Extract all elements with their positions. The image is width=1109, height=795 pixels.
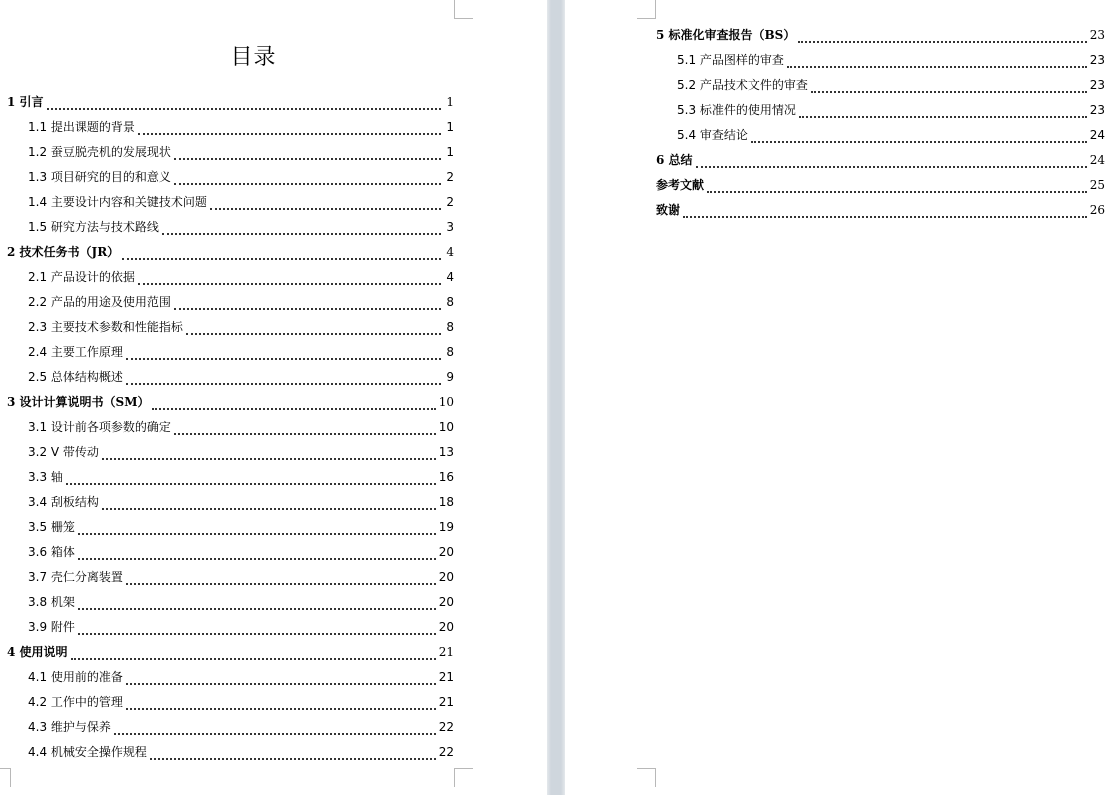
- toc-entry-text: 3.1 设计前各项参数的确定: [28, 420, 171, 434]
- toc-dot-leader: [138, 273, 441, 285]
- toc-dot-leader: [126, 698, 436, 710]
- toc-dot-leader: [174, 148, 441, 160]
- toc-entry[interactable]: [28, 469, 454, 485]
- toc-entry-text: 5.4 审查结论: [677, 128, 748, 142]
- toc-entry[interactable]: [677, 77, 1105, 93]
- toc-entry-text: 参考文献: [656, 178, 705, 192]
- toc-entry-page-number: 10: [438, 420, 454, 434]
- toc-entry-text: 5.2 产品技术文件的审查: [677, 78, 808, 92]
- toc-entry-text: 3.8 机架: [28, 595, 75, 609]
- toc-entry[interactable]: [28, 219, 454, 235]
- toc-entry[interactable]: [28, 194, 454, 210]
- toc-dot-leader: [71, 648, 436, 660]
- toc-entry[interactable]: [7, 394, 454, 410]
- toc-dot-leader: [162, 223, 441, 235]
- toc-title: 目录: [230, 45, 277, 70]
- toc-entry-page-number: 20: [438, 595, 454, 609]
- toc-entry-page-number: 2: [446, 195, 454, 209]
- toc-entry[interactable]: [656, 152, 1105, 168]
- toc-entry-text: 4.3 维护与保养: [28, 720, 111, 734]
- toc-dot-leader: [174, 173, 441, 185]
- toc-entry[interactable]: [28, 719, 454, 735]
- toc-entry-text: 3.9 附件: [28, 620, 75, 634]
- toc-dot-leader: [152, 398, 435, 410]
- toc-entry-text: 2.3 主要技术参数和性能指标: [28, 320, 183, 334]
- crop-mark-bottom-right: [454, 768, 473, 787]
- toc-entry[interactable]: [28, 444, 454, 460]
- toc-entry[interactable]: [28, 544, 454, 560]
- toc-dot-leader: [138, 123, 441, 135]
- toc-dot-leader: [102, 448, 436, 460]
- toc-entry[interactable]: [28, 369, 454, 385]
- toc-dot-leader: [47, 98, 441, 110]
- toc-dot-leader: [811, 81, 1087, 93]
- toc-entry-page-number: 23: [1089, 103, 1105, 117]
- crop-mark-top-left: [637, 0, 656, 19]
- crop-mark-bottom-left: [637, 768, 656, 787]
- toc-dot-leader: [798, 31, 1086, 43]
- toc-entry-page-number: 13: [438, 445, 454, 459]
- crop-mark-top-right: [454, 0, 473, 19]
- toc-dot-leader: [78, 623, 436, 635]
- toc-entry[interactable]: [677, 102, 1105, 118]
- toc-entry[interactable]: [28, 169, 454, 185]
- toc-entry-text: 1.3 项目研究的目的和意义: [28, 170, 171, 184]
- toc-entry-text: 4.1 使用前的准备: [28, 670, 123, 684]
- toc-entry-page-number: 3: [446, 220, 454, 234]
- toc-entry-text: 3.3 轴: [28, 470, 63, 484]
- toc-entry[interactable]: [7, 244, 454, 260]
- toc-entry-page-number: 4: [446, 245, 454, 259]
- toc-entry[interactable]: [28, 519, 454, 535]
- toc-entry-text: 1.2 蚕豆脱壳机的发展现状: [28, 145, 171, 159]
- toc-entry[interactable]: [28, 319, 454, 335]
- toc-entry[interactable]: [656, 27, 1105, 43]
- toc-entry-page-number: 20: [438, 570, 454, 584]
- toc-entry-text: 3.2 V 带传动: [28, 445, 99, 459]
- toc-entry-page-number: 23: [1089, 53, 1105, 67]
- toc-entry-page-number: 8: [446, 295, 454, 309]
- toc-dot-leader: [102, 498, 436, 510]
- toc-entry-page-number: 20: [438, 620, 454, 634]
- toc-entry-page-number: 20: [438, 545, 454, 559]
- toc-entry-text: 致谢: [656, 203, 681, 217]
- document-page-left: [0, 0, 547, 795]
- toc-entry-page-number: 8: [446, 345, 454, 359]
- toc-entry-page-number: 21: [438, 670, 454, 684]
- toc-entry[interactable]: [28, 669, 454, 685]
- toc-entry[interactable]: [7, 644, 454, 660]
- toc-entry-page-number: 1: [446, 120, 454, 134]
- document-page-right: [565, 0, 1109, 795]
- toc-dot-leader: [122, 248, 441, 260]
- toc-entry-page-number: 10: [438, 395, 454, 409]
- toc-entry-text: 6 总结: [656, 153, 693, 167]
- toc-entry-text: 2 技术任务书（JR）: [7, 245, 120, 259]
- toc-dot-leader: [78, 548, 436, 560]
- page-gutter: [547, 0, 565, 795]
- toc-entry-page-number: 8: [446, 320, 454, 334]
- toc-dot-leader: [114, 723, 436, 735]
- toc-dot-leader: [174, 423, 436, 435]
- toc-entry[interactable]: [28, 619, 454, 635]
- toc-entry-page-number: 23: [1089, 28, 1105, 42]
- toc-entry-text: 4.4 机械安全操作规程: [28, 745, 147, 759]
- toc-dot-leader: [126, 573, 436, 585]
- toc-dot-leader: [799, 106, 1087, 118]
- toc-dot-leader: [78, 598, 436, 610]
- toc-entry-text: 1.5 研究方法与技术路线: [28, 220, 159, 234]
- toc-entry-page-number: 9: [446, 370, 454, 384]
- toc-entry-text: 2.1 产品设计的依据: [28, 270, 135, 284]
- toc-dot-leader: [696, 156, 1087, 168]
- toc-dot-leader: [707, 181, 1087, 193]
- toc-entry-text: 5.1 产品图样的审查: [677, 53, 784, 67]
- toc-dot-leader: [66, 473, 436, 485]
- toc-entry-text: 4.2 工作中的管理: [28, 695, 123, 709]
- toc-dot-leader: [174, 298, 441, 310]
- toc-dot-leader: [150, 748, 436, 760]
- toc-dot-leader: [751, 131, 1087, 143]
- toc-dot-leader: [126, 348, 441, 360]
- toc-dot-leader: [186, 323, 441, 335]
- toc-dot-leader: [126, 673, 436, 685]
- toc-entry[interactable]: [677, 52, 1105, 68]
- toc-entry-page-number: 26: [1089, 203, 1105, 217]
- toc-entry[interactable]: [656, 177, 1105, 193]
- toc-dot-leader: [210, 198, 441, 210]
- toc-entry[interactable]: [28, 744, 454, 760]
- toc-entry-page-number: 16: [438, 470, 454, 484]
- toc-entry-text: 3.4 刮板结构: [28, 495, 99, 509]
- toc-entry-text: 5.3 标准件的使用情况: [677, 103, 796, 117]
- toc-entry[interactable]: [28, 494, 454, 510]
- toc-entry[interactable]: [28, 569, 454, 585]
- toc-entry-page-number: 21: [438, 695, 454, 709]
- toc-entry-page-number: 21: [438, 645, 454, 659]
- toc-dot-leader: [78, 523, 436, 535]
- toc-entry[interactable]: [677, 127, 1105, 143]
- toc-entry[interactable]: [28, 269, 454, 285]
- toc-entry[interactable]: [28, 694, 454, 710]
- toc-entry-text: 1 引言: [7, 95, 44, 109]
- toc-entry-page-number: 25: [1089, 178, 1105, 192]
- toc-entry-text: 5 标准化审查报告（BS）: [656, 28, 796, 42]
- toc-entry[interactable]: [28, 419, 454, 435]
- toc-entry-page-number: 22: [438, 720, 454, 734]
- crop-mark-bottom-left: [0, 768, 11, 787]
- toc-entry-text: 1.1 提出课题的背景: [28, 120, 135, 134]
- toc-entry-text: 2.2 产品的用途及使用范围: [28, 295, 171, 309]
- toc-entry[interactable]: [28, 594, 454, 610]
- toc-entry-page-number: 4: [446, 270, 454, 284]
- toc-entry-text: 2.4 主要工作原理: [28, 345, 123, 359]
- toc-entry-text: 4 使用说明: [7, 645, 68, 659]
- toc-entry-page-number: 18: [438, 495, 454, 509]
- toc-entry-page-number: 1: [446, 145, 454, 159]
- toc-entry[interactable]: [28, 294, 454, 310]
- toc-entry-page-number: 1: [446, 95, 454, 109]
- toc-entry[interactable]: [7, 94, 454, 110]
- toc-entry-page-number: 24: [1089, 128, 1105, 142]
- toc-entry[interactable]: [28, 144, 454, 160]
- toc-entry[interactable]: [28, 119, 454, 135]
- toc-dot-leader: [683, 206, 1087, 218]
- toc-entry-text: 3.5 栅笼: [28, 520, 75, 534]
- toc-dot-leader: [787, 56, 1087, 68]
- toc-entry-page-number: 19: [438, 520, 454, 534]
- toc-entry-text: 2.5 总体结构概述: [28, 370, 123, 384]
- toc-dot-leader: [126, 373, 441, 385]
- toc-entry-text: 3.7 壳仁分离装置: [28, 570, 123, 584]
- toc-entry-page-number: 2: [446, 170, 454, 184]
- toc-entry[interactable]: [28, 344, 454, 360]
- toc-entry-text: 1.4 主要设计内容和关键技术问题: [28, 195, 207, 209]
- toc-entry-text: 3 设计计算说明书（SM）: [7, 395, 150, 409]
- toc-entry[interactable]: [656, 202, 1105, 218]
- toc-entry-page-number: 23: [1089, 78, 1105, 92]
- toc-entry-page-number: 24: [1089, 153, 1105, 167]
- toc-entry-page-number: 22: [438, 745, 454, 759]
- toc-entry-text: 3.6 箱体: [28, 545, 75, 559]
